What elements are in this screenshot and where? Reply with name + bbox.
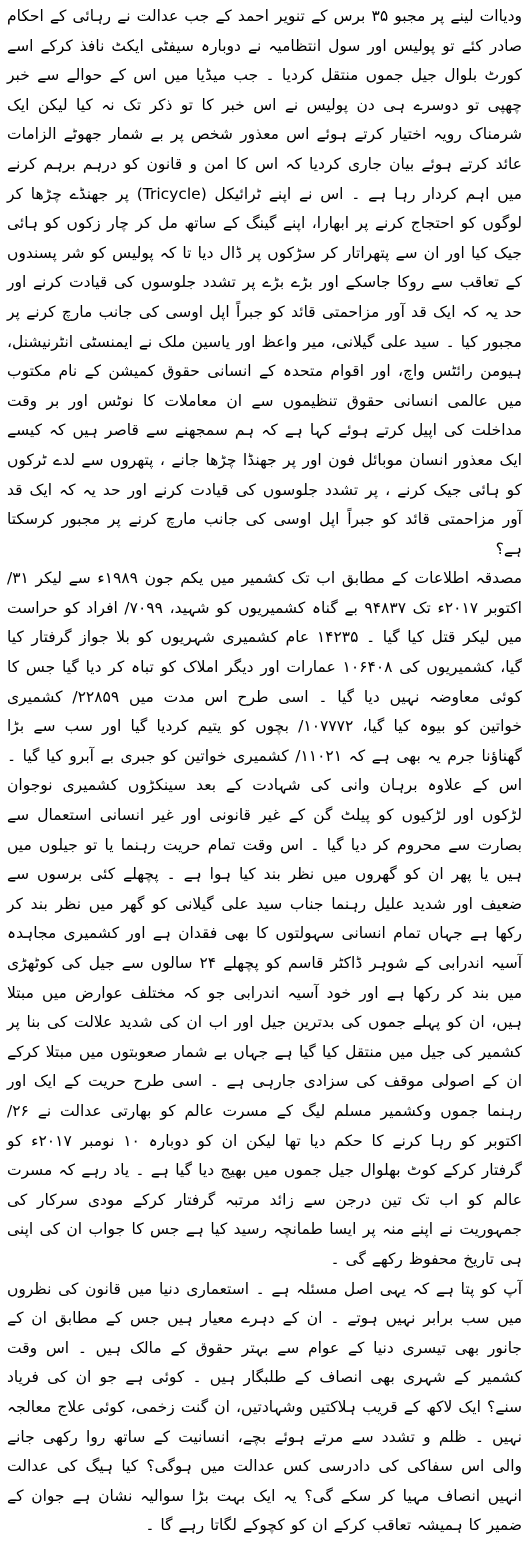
article-paragraph-1: ودیاات لینے پر مجبو ۳۵ برس کے تنویر احمد کے جب عدالت نے رہائی کے احکام صادر کئے تو پولیس اور سول انتظامیہ نے دوبارہ سیفٹی ایکٹ نافذ کرکے اسے کورٹ بلوال جیل جموں منتقل کردیا ۔ جب میڈیا میں اس کے حوالے سے خبر چھپی تو دوسرے ہی دن پولیس نے اس خبر کا تو ذکر تک نہ کیا لیکن ایک شرمناک رویہ اختیار کرتے ہوئے اس معذور شخص پر بے شمار جھوٹے الزامات عائد کرتے ہوئے بیان جاری کردیا کہ اس کا امن و قانون کو درہم برہم کرنے میں اہم کردار رہا ہے ۔ اس نے اپنے ٹرائیکل (Tricycle) پر جھنڈے چڑھا کر لوگوں کو احتجاج کرنے پر ابھارا، اپنے گینگ کے ساتھ مل کر چار زکوں کو ہائی جیک کیا اور ان سے پتھراتار کر سڑکوں پر ڈال دیا تا کہ پولیس کو شر پسندوں کے تعاقب سے روکا جاسکے اور بڑے بڑے پر تشدد جلوسوں کی قیادت کرنے اور حد یہ کہ ایک قد آور مزاحمتی قائد کو جبراً اپل اوسی کی جانب مارچ کرنے پر مجبور کیا ۔ سید علی گیلانی، میر واعظ اور یاسین ملک نے ایمنسٹی انٹرنیشنل، ہیومن رائٹس واچ، اور اقوام متحدہ کے انسانی حقوق کمیشن کے نام مکتوب میں عالمی انسانی حقوق تنظیموں سے ان معاملات کا نوٹس اور بر وقت مداخلت کی اپیل کرتے ہوئے کہا ہے کہ ہم سمجھنے سے قاصر ہیں کہ کیسے ایک معذور انسان موبائل فون اور پر جھنڈا چڑھا جانے ، پتھروں سے لدے ٹرکوں کو ہائی جیک کرنے ، پر تشدد جلوسوں کی قیادت کرنے اور حد یہ کہ ایک قد آور مزاحمتی قائد کو جبراً اپل اوسی کی جانب مارچ کرنے پر مجبور کرسکتا ہے؟ xyxy=(7,7,522,558)
article-paragraph-2: مصدقہ اطلاعات کے مطابق اب تک کشمیر میں یکم جون ۱۹۸۹ء سے لیکر ۳۱/ اکتوبر ۲۰۱۷ء تک ۹۴۸۳۷ بے گناہ کشمیریوں کو شہید، ۷۰۹۹/ افراد کو حراست میں لیکر قتل کیا گیا ۔ ۱۴۲۳۵ عام کشمیری شہریوں کو بلا جواز گرفتار کیا گیا، کشمیریوں کی ۱۰۶۴۰۸ عمارات اور دیگر املاک کو تباہ کر دیا گیا جس کا کوئی معاوضہ نہیں دیا گیا ۔ اسی طرح اس مدت میں ۲۲۸۵۹/ کشمیری خواتین کو بیوہ کیا گیا، ۱۰۷۷۷۲/ بچوں کو یتیم کردیا گیا اور سب سے بڑا گھناؤنا جرم یہ بھی ہے کہ ۱۱۰۲۱/ کشمیری خواتین کو جبری بے آبرو کیا گیا ۔ اس کے علاوہ برہان وانی کی شہادت کے بعد سینکڑوں کشمیری نوجوان لڑکوں اور لڑکیوں کو پیلٹ گن کے غیر قانونی اور غیر انسانی استعمال سے بصارت سے محروم کر دیا گیا ۔ اس وقت تمام حریت رہنما یا تو جیلوں میں ہیں یا پھر ان کو گھروں میں نظر بند کیا ہوا ہے ۔ پچھلے کئی برسوں سے ضعیف اور شدید علیل رہنما جناب سید علی گیلانی کو گھر میں نظر بند کر رکھا ہے جہاں تمام انسانی سہولتوں کا بھی فقدان ہے اور کشمیری مجاہدہ آسیہ اندرابی کے شوہر ڈاکٹر قاسم کو پچھلے ۲۴ سالوں سے جیل کی کوٹھڑی میں بند کر رکھا ہے اور خود آسیہ اندرابی جو کہ مختلف عوارض میں مبتلا ہیں، ان کو پہلے جموں کی بدترین جیل اور اب ان کی شدید علالت کی بنا پر کشمیر کی جیل میں منتقل کیا گیا ہے جہاں بے شمار صعوبتوں میں مبتلا کرکے ان کے اصولی موقف کی سزادی جارہی ہے ۔ اسی طرح حریت کے ایک اور رہنما جموں وکشمیر مسلم لیگ کے مسرت عالم کو بھارتی عدالت نے ۲۶/ اکتوبر کو رہا کرنے کا حکم دیا تھا لیکن ان کو دوبارہ ۱۰ نومبر ۲۰۱۷ء کو گرفتار کرکے کوٹ بھلوال جیل جموں میں بھیج دیا گیا ہے ۔ یاد رہے کہ مسرت عالم کو اب تک تین درجن سے زائد مرتبہ گرفتار کرکے مودی سرکار کی جمہوریت نے اپنے منہ پر ایسا طمانچہ رسید کیا ہے جس کا جواب ان کی اپنی ہی تاریخ محفوظ رکھے گی ۔ xyxy=(7,569,522,1268)
article-paragraph-3: آپ کو پتا ہے کہ یہی اصل مسئلہ ہے ۔ استعماری دنیا میں قانون کی نظروں میں سب برابر نہیں ہوتے ۔ ان کے دہرے معیار ہیں جس کے مطابق ان کے جانور بھی تیسری دنیا کے عوام سے بہتر حقوق کے مالک ہیں ۔ اس وقت کشمیر کے شہری بھی انصاف کے طلبگار ہیں ۔ کوئی ہے جو ان کی فریاد سنے؟ ایک لاکھ کے قریب ہلاکتیں وشہادتیں، ان گنت زخمی، کوئی علاج معالجہ نہیں ۔ ظلم و تشدد سے مرتے ہوئے بچے، انسانیت کے ساتھ روا رکھی جانے والی اس سفاکی کی دادرسی کس عدالت میں ہوگی؟ کیا ہیگ کی عدالت انہیں انصاف مہیا کر سکے گی؟ یہ ایک بہت بڑا سوالیہ نشان ہے جوان کے ضمیر کا ہمیشہ تعاقب کرکے ان کو کچوکے لگاتا رہے گا ۔ xyxy=(7,1279,522,1535)
